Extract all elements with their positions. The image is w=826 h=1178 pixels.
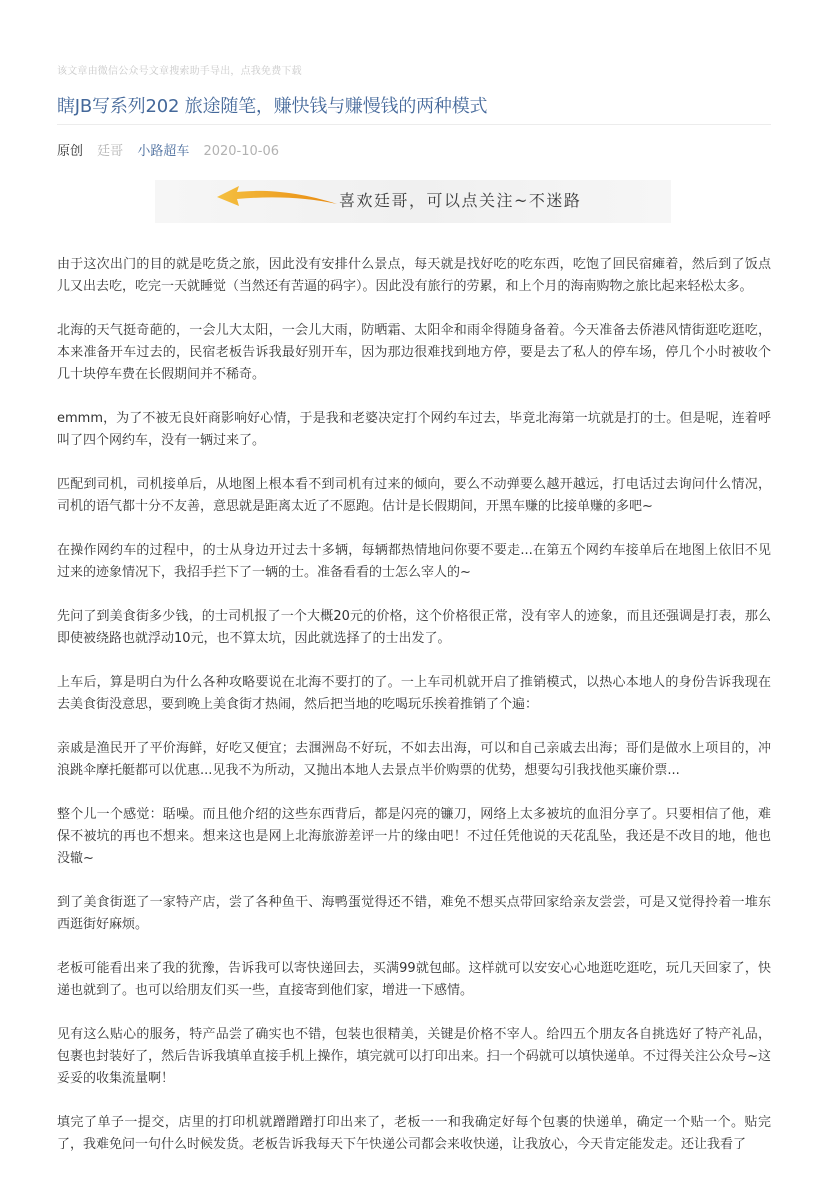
paragraph: 填完了单子一提交，店里的打印机就蹭蹭蹭打印出来了，老板一一和我确定好每个包裹的快递单，确定一个贴一个。贴完了，我难免问一句什么时候发货。老板告诉我每天下午快递公司都会来收快递，让我放心，今天肯定能发走。还让我看了 [57, 1115, 771, 1152]
article-title: 瞎JB写系列202 旅途随笔，赚快钱与赚慢钱的两种模式 [57, 96, 488, 117]
article-meta [57, 140, 289, 159]
paragraph: 北海的天气挺奇葩的，一会儿大太阳，一会儿大雨，防晒霜、太阳伞和雨伞得随身备着。今天准备去侨港风情街逛吃逛吃，本来准备开车过去的，民宿老板告诉我最好别开车，因为那边很难找到地方停，要是去了私人的停车场，停几个小时被收个几十块停车费在长假期间并不稀奇。 [57, 323, 771, 382]
paragraph: 见有这么贴心的服务，特产品尝了确实也不错，包装也很精美，关键是价格不宰人。给四五个朋友各自挑选好了特产礼品，包裹也封装好了，然后告诉我填单直接手机上操作，填完就可以打印出来。扫一个码就可以填快递单。不过得关注公众号~这妥妥的收集流量啊！ [57, 1027, 771, 1086]
paragraph: 老板可能看出来了我的犹豫，告诉我可以寄快递回去，买满99就包邮。这样就可以安安心心地逛吃逛吃，玩几天回家了，快递也就到了。也可以给朋友们买一些，直接寄到他们家，增进一下感情。 [57, 961, 771, 998]
banner-text: 喜欢廷哥，可以点关注~不迷路 [339, 191, 582, 210]
author-name: 廷哥 [97, 144, 124, 159]
paragraph: 整个儿一个感觉：聒噪。而且他介绍的这些东西背后，都是闪亮的镰刀，网络上太多被坑的血泪分享了。只要相信了他，难保不被坑的再也不想来。想来这也是网上北海旅游差评一片的缘由吧！不过任凭他说的天花乱坠，我还是不改目的地，他也没辙~ [57, 807, 771, 866]
paragraph: 在操作网约车的过程中，的士从身边开过去十多辆，每辆都热情地问你要不要走...在第五个网约车接单后在地图上依旧不见过来的迹象情况下，我招手拦下了一辆的士。准备看看的士怎么宰人的~ [57, 543, 771, 580]
paragraph: emmm，为了不被无良奸商影响好心情，于是我和老婆决定打个网约车过去，毕竟北海第一坑就是打的士。但是呢，连着呼叫了四个网约车，没有一辆过来了。 [57, 411, 771, 448]
paragraph: 到了美食街逛了一家特产店，尝了各种鱼干、海鸭蛋觉得还不错，难免不想买点带回家给亲友尝尝，可是又觉得拎着一堆东西逛街好麻烦。 [57, 895, 771, 932]
paragraph: 上车后，算是明白为什么各种攻略要说在北海不要打的了。一上车司机就开启了推销模式，以热心本地人的身份告诉我现在去美食街没意思，要到晚上美食街才热闹，然后把当地的吃喝玩乐挨着推销了个遍： [57, 675, 771, 712]
original-tag: 原创 [57, 144, 84, 159]
article-body [57, 254, 771, 1178]
follow-banner [155, 180, 671, 223]
account-name-link[interactable]: 小路超车 [137, 144, 190, 159]
publish-date: 2020-10-06 [203, 144, 280, 159]
title-divider [57, 124, 771, 125]
paragraph: 先问了到美食街多少钱，的士司机报了一个大概20元的价格，这个价格很正常，没有宰人的迹象，而且还强调是打表，那么即使被绕路也就浮动10元，也不算太坑，因此就选择了的士出发了。 [57, 609, 771, 646]
export-note-link[interactable]: 该文章由微信公众号文章搜索助手导出，点我免费下载 [57, 66, 302, 77]
paragraph: 由于这次出门的目的就是吃货之旅，因此没有安排什么景点，每天就是找好吃的吃东西，吃饱了回民宿瘫着，然后到了饭点儿又出去吃，吃完一天就睡觉（当然还有苦逼的码字）。因此没有旅行的劳累，和上个月的海南购物之旅比起来轻松太多。 [57, 257, 771, 294]
paragraph: 匹配到司机，司机接单后，从地图上根本看不到司机有过来的倾向，要么不动弹要么越开越远，打电话过去询问什么情况，司机的语气都十分不友善，意思就是距离太近了不愿跑。估计是长假期间，开黑车赚的比接单赚的多吧~ [57, 477, 771, 514]
swoosh-arrow-icon [215, 180, 345, 223]
paragraph: 亲戚是渔民开了平价海鲜，好吃又便宜；去涠洲岛不好玩，不如去出海，可以和自己亲戚去出海；哥们是做水上项目的，冲浪跳伞摩托艇都可以优惠...见我不为所动，又抛出本地人去景点半价购票的优势，想要勾引我找他买廉价票... [57, 741, 771, 778]
